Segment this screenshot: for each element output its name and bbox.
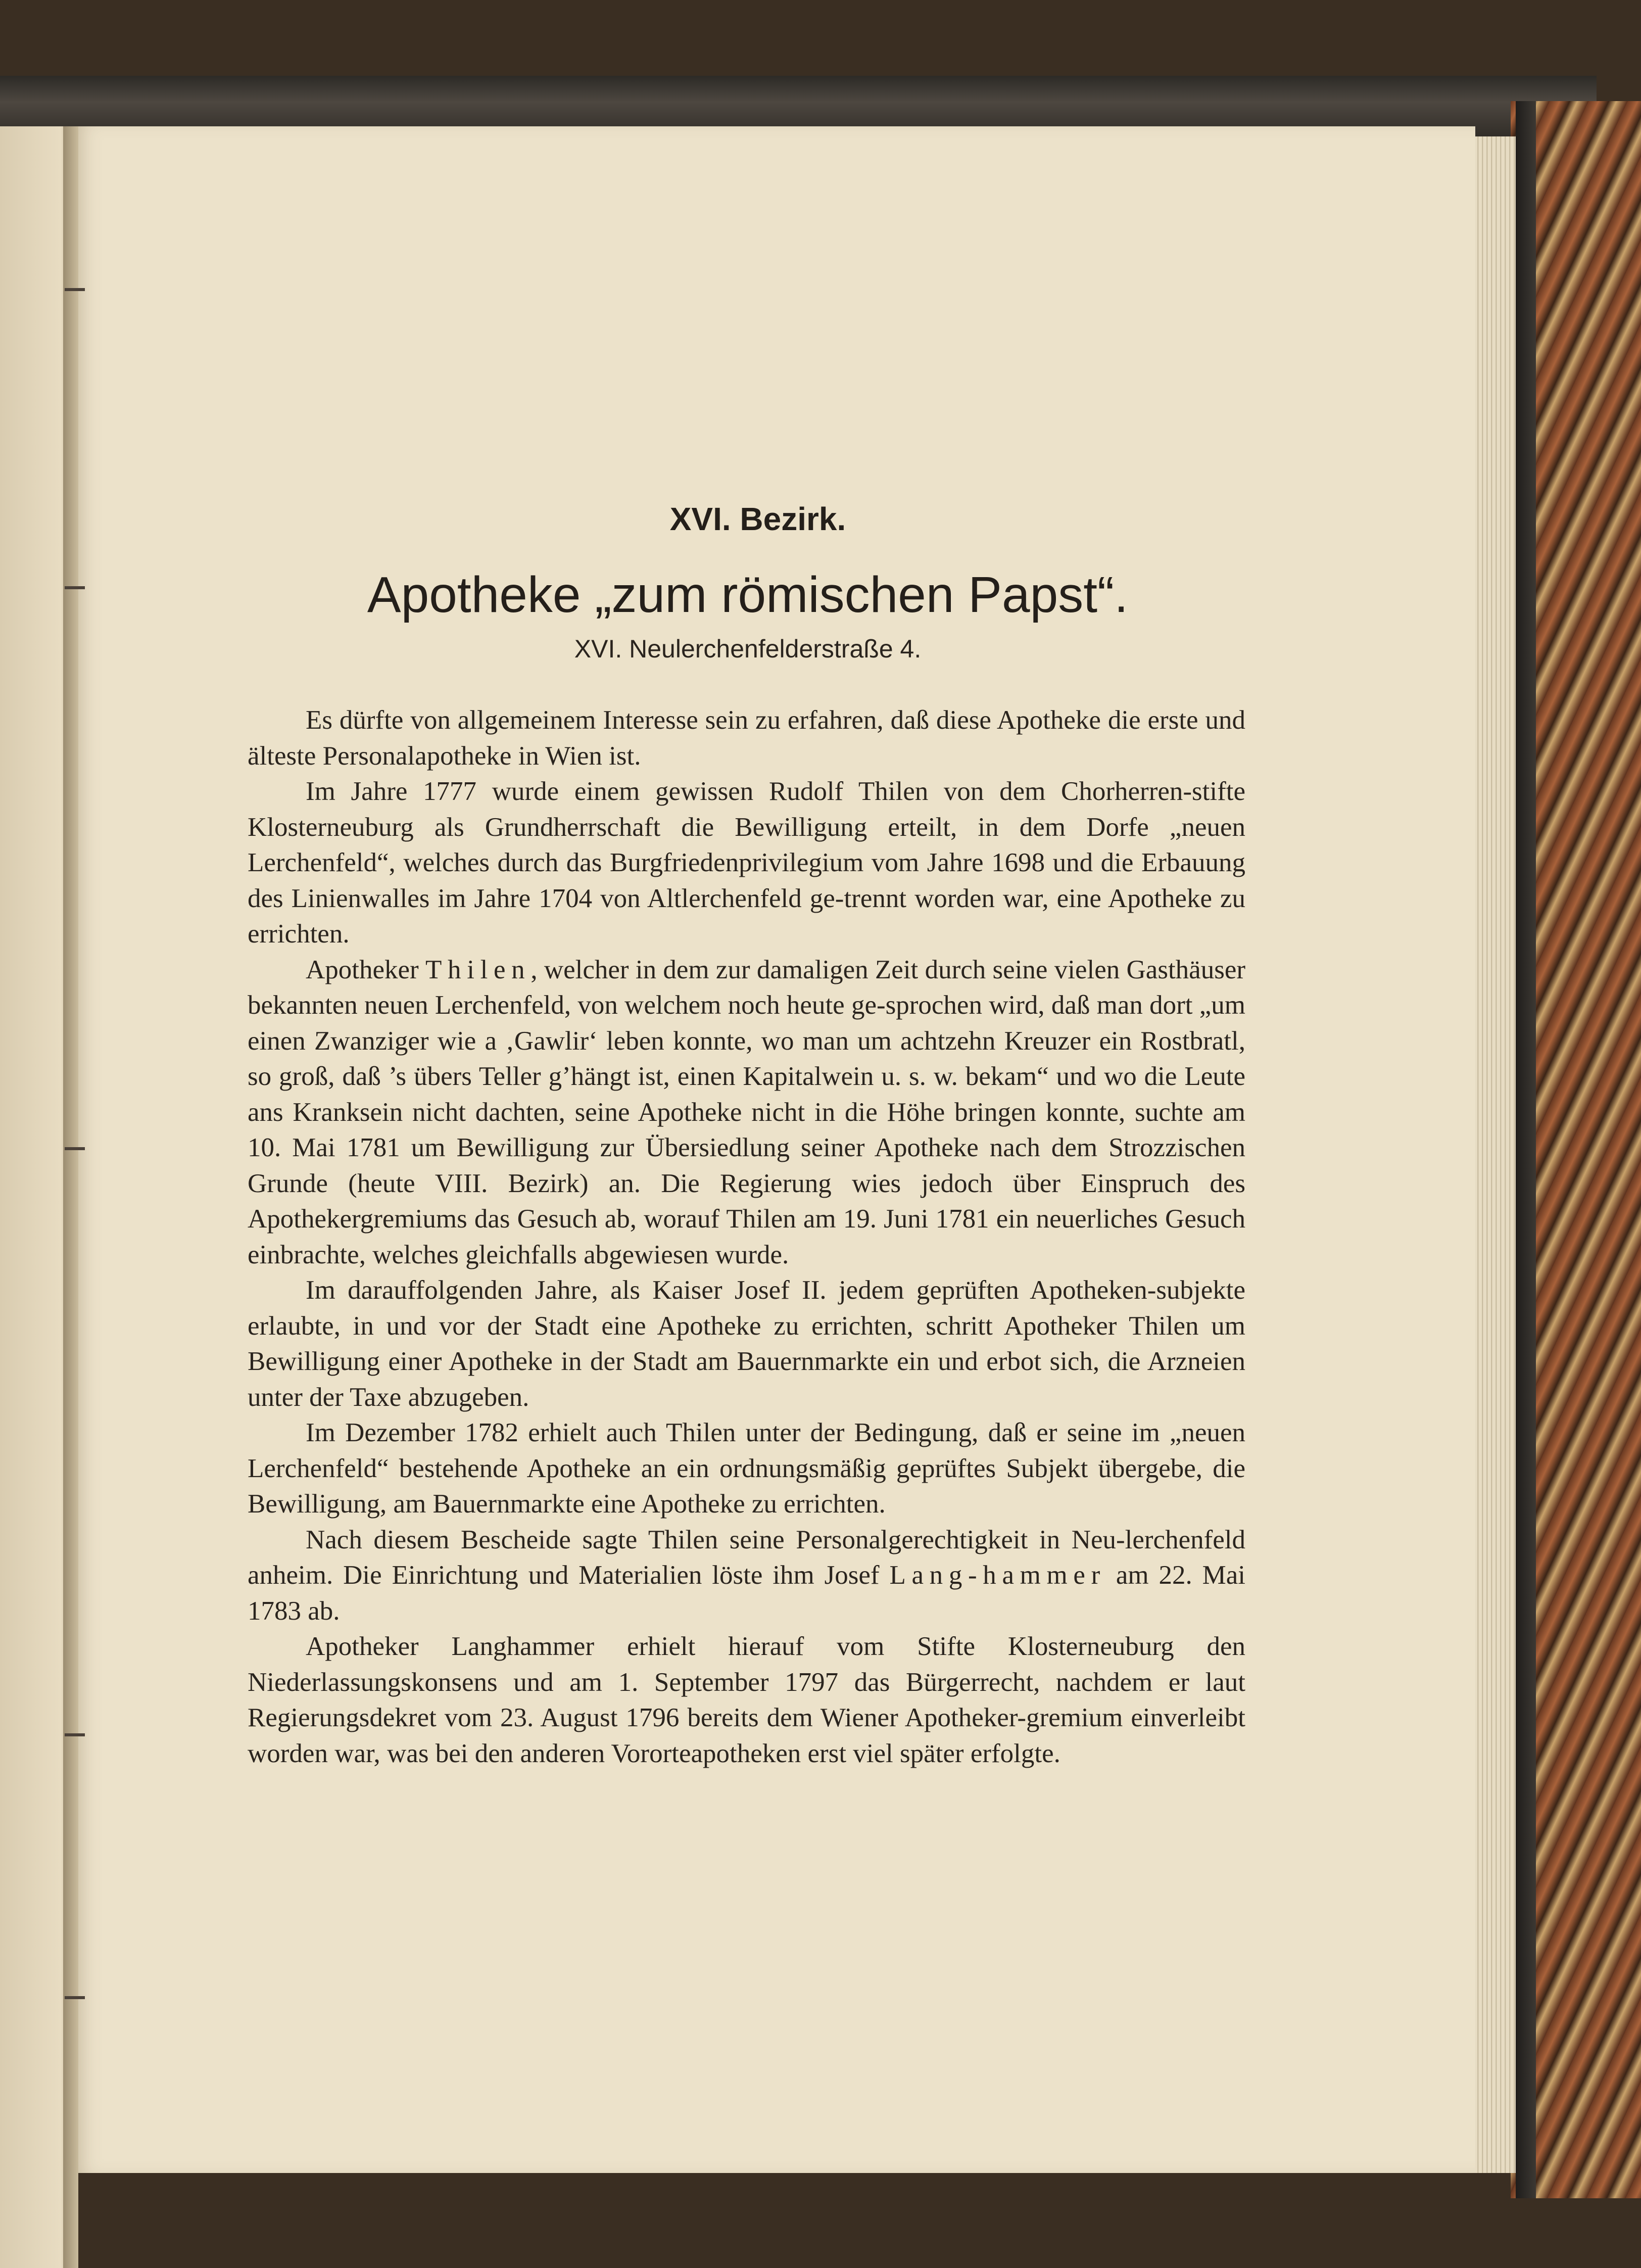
binding-stitch [65,1733,85,1736]
address-subtitle: XVI. Neulerchenfelderstraße 4. [574,635,922,663]
paragraph-text: am 22. Mai 1783 ab. [248,1561,1245,1626]
paragraph: Im darauffolgenden Jahre, als Kaiser Josef II. jedem geprüften Apotheken-subjekte erlaubte, in und vor der Stadt eine Apotheke zu errichten, schritt Apotheker Thilen um Bewilligung einer Apotheke in der Stadt am Bauernmarkte ein und erbot sich, die Arzneien unter der Taxe abzugeben. [248,1275,1245,1412]
body-text [248,702,1245,1771]
paragraph: Im Jahre 1777 wurde einem gewissen Rudolf Thilen von dem Chorherren-stifte Klosterneuburg als Grundherrschaft die Bewilligung erteilt, in dem Dorfe „neuen Lerchenfeld“, welches durch das Burgfriedenprivilegium vom Jahre 1698 und die Erbauung des Linienwalles im Jahre 1704 von Altlerchenfeld ge-trennt worden war, eine Apotheke zu errichten. [248,777,1245,949]
paragraph: Apotheker Langhammer erhielt hierauf vom Stifte Klosterneuburg den Niederlassungskonsens und am 1. September 1797 das Bürgerrecht, nachdem er laut Regierungsdekret vom 23. August 1796 bereits dem Wiener Apotheker-gremium einverleibt worden war, was bei den anderen Vororteapotheken erst viel später erfolgte. [248,1632,1245,1768]
paragraph [248,952,1245,1273]
binding-stitch [65,1147,85,1150]
spaced-name: Thilen [425,955,531,984]
paragraph: Im Dezember 1782 erhielt auch Thilen unter der Bedingung, daß er seine im „neuen Lerchenfeld“ bestehende Apotheke an ein ordnungsmäßig geprüftes Subjekt übergebe, die Bewilligung, am Bauernmarkte eine Apotheke zu errichten. [248,1418,1245,1519]
spaced-name: Lang-hammer [889,1561,1106,1590]
paragraph [248,1522,1245,1629]
binding-stitch [65,1996,85,1999]
paragraph-text: Apotheker [306,955,425,984]
binding-stitch [65,288,85,291]
page-title: Apotheke „zum römischen Papst“. [367,566,1129,623]
binding-stitch [65,586,85,589]
paragraph-text: Nach diesem Bescheide sagte Thilen seine Personalgerechtigkeit in Neu-lerchenfeld anheim. Die Einrichtung und Materialien löste ihm Josef [248,1525,1245,1590]
cover-spine-edge [1516,101,1536,2198]
district-heading: XVI. Bezirk. [669,501,846,537]
paragraph-text: , welcher in dem zur damaligen Zeit durch seine vielen Gasthäuser bekannten neuen Lerchenfeld, von welchem noch heute ge-sprochen wird, daß man dort „um einen Zwanziger wie a ‚Gawlir‘ leben konnte, wo man um achtzehn Kreuzer ein Rostbratl, so groß, daß ’s übers Teller g’hängt ist, einen Kapitalwein u. s. w. bekam“ und wo die Leute ans Kranksein nicht dachten, seine Apotheke nicht in die Höhe bringen konnte, suchte am 10. Mai 1781 um Bewilligung zur Übersiedlung seiner Apotheke nach dem Strozzischen Grunde (heute VIII. Bezirk) an. Die Regierung wies jedoch über Einspruch des Apothekergremiums das Gesuch ab, worauf Thilen am 19. Juni 1781 ein neuerliches Gesuch einbrachte, welches gleichfalls abgewiesen wurde. [248,955,1245,1269]
paragraph: Es dürfte von allgemeinem Interesse sein zu erfahren, daß diese Apotheke die erste und älteste Personalapotheke in Wien ist. [248,705,1245,771]
book-gutter [63,126,78,2268]
